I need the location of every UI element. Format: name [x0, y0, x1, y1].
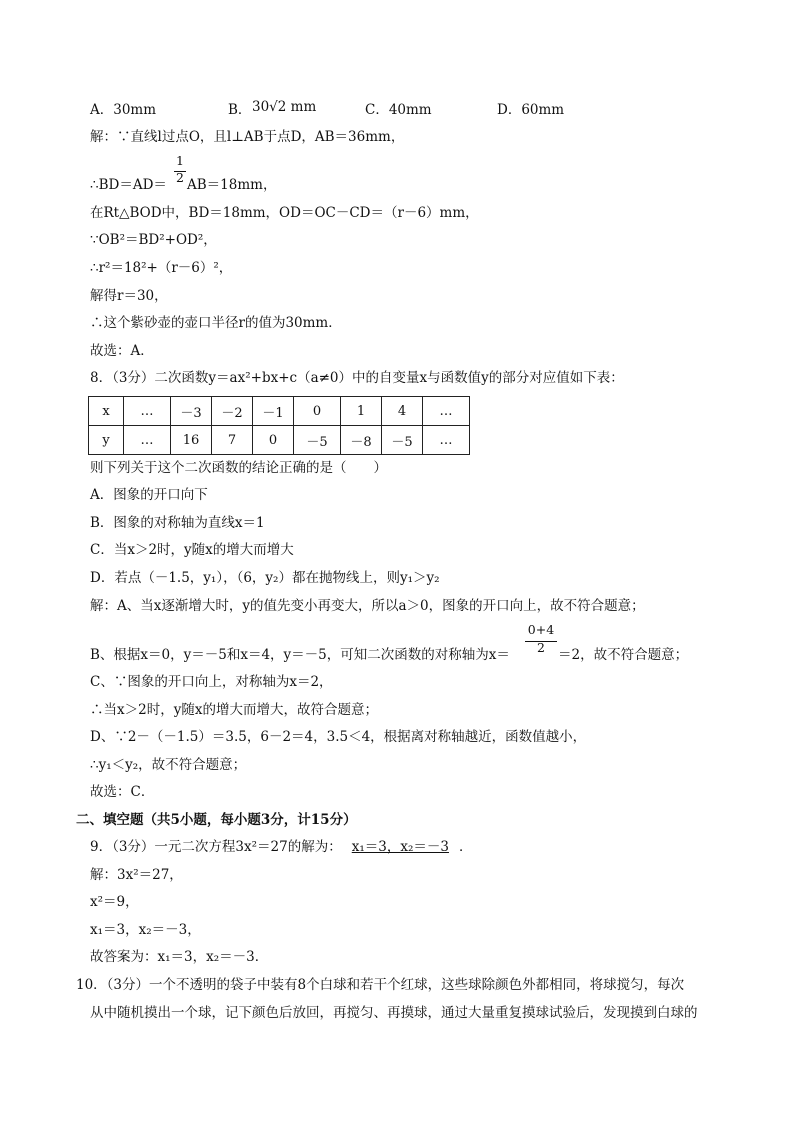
- solution8-line5: D、∵2－（－1.5）＝3.5，6－2＝4，3.5＜4，根据离对称轴越近，函数值越小，: [90, 729, 587, 745]
- solution7-line4: ∵OB²＝BD²+OD²，: [90, 232, 217, 248]
- table-cell: 1: [341, 397, 382, 426]
- table-cell: 16: [171, 426, 212, 455]
- question8-option-b: B．图象的对称轴为直线x＝1: [90, 515, 265, 531]
- question10-line1: 10．（3分）一个不透明的袋子中装有8个白球和若干个红球，这些球除颜色外都相同，将球搅匀，每次: [76, 977, 685, 993]
- table-cell: …: [423, 397, 470, 426]
- table-cell: 0: [253, 426, 294, 455]
- solution9-line2: x²＝9，: [90, 894, 139, 910]
- solution8-line3: C、∵图象的开口向上，对称轴为x＝2，: [90, 674, 333, 690]
- solution7-line1: 解：∵直线l过点O，且l⊥AB于点D，AB＝36mm，: [90, 129, 405, 145]
- table-row-x: [89, 397, 470, 426]
- question8-stem: 8．（3分）二次函数y＝ax²+bx+c（a≠0）中的自变量x与函数值y的部分对应值如下表：: [90, 370, 624, 386]
- solution7-line7: ∴这个紫砂壶的壶口半径r的值为30mm．: [90, 315, 342, 331]
- table-cell: …: [423, 426, 470, 455]
- table-cell: －2: [212, 397, 253, 426]
- table-cell: －3: [171, 397, 212, 426]
- fraction-denominator: 2: [537, 640, 545, 655]
- table-cell: 7: [212, 426, 253, 455]
- option-c: C．40mm: [365, 102, 432, 118]
- table-cell: x: [89, 397, 124, 426]
- question9-stem-post: ．: [458, 839, 473, 855]
- question9-stem: [90, 837, 472, 857]
- section-heading: 二、填空题（共5小题，每小题3分，计15分）: [76, 812, 357, 828]
- solution8-line2-post: ＝2，故不符合题意；: [558, 647, 689, 663]
- solution9-answer: 故答案为：x₁＝3，x₂＝－3．: [90, 949, 269, 965]
- option-d: D．60mm: [497, 102, 565, 118]
- table-cell: －5: [294, 426, 341, 455]
- value-table: [88, 396, 470, 455]
- table-row-y: [89, 426, 470, 455]
- solution7-line3: 在Rt△BOD中，BD＝18mm，OD＝OC－CD＝（r－6）mm，: [90, 205, 479, 221]
- solution9-line3: x₁＝3，x₂＝－3，: [90, 922, 201, 938]
- solution8-line2-pre: B、根据x＝0，y＝－5和x＝4，y＝－5，可知二次函数的对称轴为x＝: [90, 647, 510, 663]
- question9-stem-pre: 9．（3分）一元二次方程3x²＝27的解为：: [90, 839, 342, 855]
- table-cell: …: [124, 426, 171, 455]
- option-b-label: B．: [228, 102, 252, 118]
- solution8-line6: ∴y₁＜y₂，故不符合题意；: [90, 757, 247, 773]
- option-a: A．30mm: [90, 102, 157, 118]
- solution8-answer: 故选：C．: [90, 784, 155, 800]
- question10-line2: 从中随机摸出一个球，记下颜色后放回，再搅匀、再摸球，通过大量重复摸球试验后，发现摸到白球的: [90, 1005, 698, 1021]
- fraction-denominator: 2: [176, 170, 184, 185]
- question8-prompt: 则下列关于这个二次函数的结论正确的是（ ）: [90, 460, 387, 476]
- option-b-value: 30√2 mm: [252, 99, 317, 115]
- solution7-line2-pre: ∴BD＝AD＝: [90, 177, 167, 193]
- solution7-line5: ∴r²＝18²+（r－6）²，: [90, 260, 233, 276]
- fraction-numerator: 1: [176, 153, 184, 168]
- solution7-line2-post: AB＝18mm，: [187, 177, 277, 193]
- table-cell: －1: [253, 397, 294, 426]
- question8-option-c: C．当x＞2时，y随x的增大而增大: [90, 542, 294, 558]
- solution9-line1: 解：3x²＝27，: [90, 867, 183, 883]
- fraction-numerator: 0+4: [527, 622, 555, 637]
- solution8-line1: 解：A、当x逐渐增大时，y的值先变小再变大，所以a＞0，图象的开口向上，故不符合题意；: [90, 598, 645, 614]
- table-cell: －5: [382, 426, 423, 455]
- table-cell: …: [124, 397, 171, 426]
- solution8-line4: ∴当x＞2时，y随x的增大而增大，故符合题意；: [90, 702, 378, 718]
- question8-option-d: D．若点（－1.5，y₁），（6，y₂）都在抛物线上，则y₁＞y₂: [90, 570, 440, 586]
- table-cell: 0: [294, 397, 341, 426]
- solution7-line6: 解得r＝30，: [90, 288, 168, 304]
- table-cell: 4: [382, 397, 423, 426]
- table-cell: y: [89, 426, 124, 455]
- question9-answer: x₁＝3，x₂＝－3: [351, 839, 449, 855]
- table-cell: －8: [341, 426, 382, 455]
- solution7-answer: 故选：A．: [90, 343, 154, 359]
- question8-option-a: A．图象的开口向下: [90, 487, 208, 503]
